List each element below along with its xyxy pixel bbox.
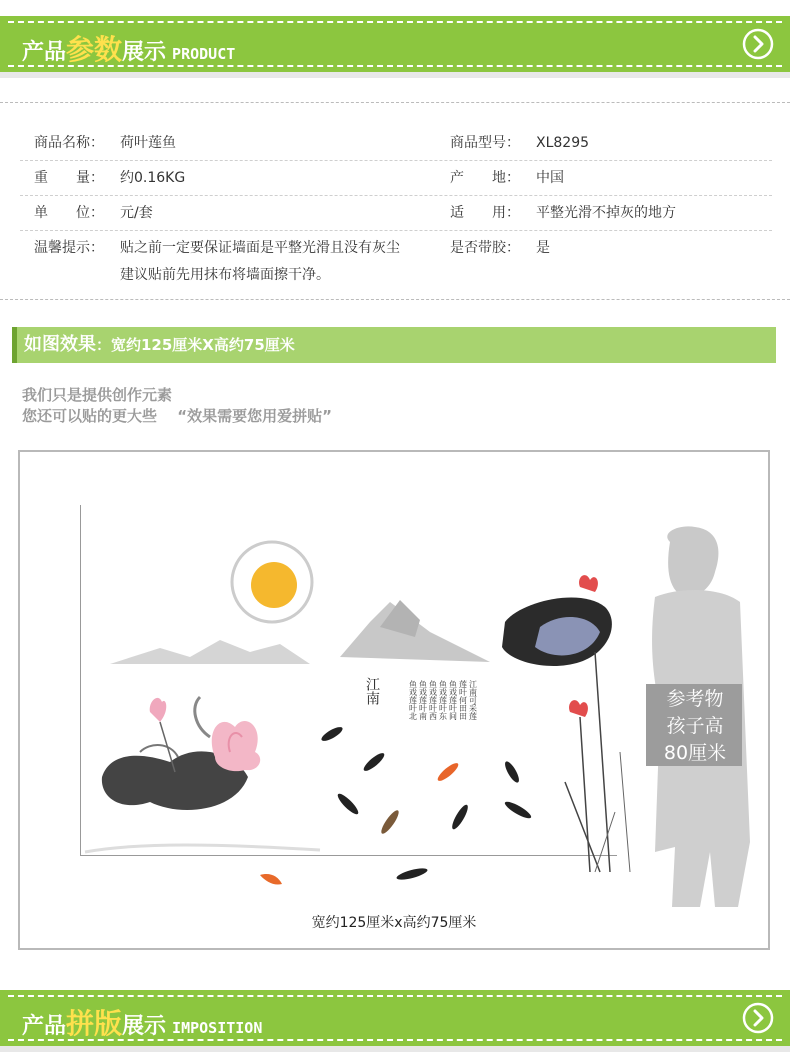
glue-label: 是否带胶： — [450, 240, 520, 256]
sun-icon — [232, 542, 312, 622]
image-caption: 宽约125厘米x高约75厘米 — [311, 915, 477, 931]
warm-tip-line1: 贴之前一定要保证墙面是平整光滑且没有灰尘 — [120, 240, 400, 256]
poem-text — [409, 679, 478, 721]
banner-title-part2: 参数 — [66, 33, 123, 66]
tip-line-2: 您还可以贴的更大些 “效果需要您用爱拼贴” — [22, 407, 332, 425]
banner-title-part1: 产品 — [22, 1014, 67, 1039]
divider-bottom — [0, 299, 790, 300]
chevron-right-icon[interactable] — [742, 1002, 774, 1034]
product-params-banner — [0, 16, 790, 72]
banner-title-part3: 展示 — [122, 40, 167, 65]
reference-line1: 参考物 — [666, 688, 724, 710]
spec-row-3 — [20, 196, 772, 231]
effect-bar-accent — [12, 327, 17, 363]
unit-label: 单 位： — [34, 205, 104, 221]
poem-title: 江南 — [364, 677, 380, 705]
reference-line3: 80厘米 — [663, 742, 727, 764]
origin-value: 中国 — [536, 170, 564, 186]
banner-title-part2: 拼版 — [66, 1007, 123, 1040]
spec-row-4 — [20, 231, 772, 291]
product-effect-image — [18, 450, 770, 950]
weight-label: 重 量： — [34, 170, 104, 186]
right-lotus-illustration — [502, 575, 630, 872]
banner-title-part3: 展示 — [122, 1014, 167, 1039]
weight-value: 约0.16KG — [120, 170, 186, 186]
imposition-banner — [0, 990, 790, 1046]
banner-title-part1: 产品 — [22, 40, 67, 65]
tip-line-1: 我们只是提供创作元素 — [22, 386, 173, 404]
name-value: 荷叶莲鱼 — [120, 135, 176, 151]
effect-label — [24, 327, 295, 363]
spec-row-1 — [20, 126, 772, 161]
origin-label: 产 地： — [450, 170, 520, 186]
effect-title: 如图效果 — [24, 334, 96, 355]
effect-size-bar — [12, 327, 776, 363]
warm-tip-line2: 建议贴前先用抹布将墙面擦干净。 — [120, 267, 330, 283]
use-value: 平整光滑不掉灰的地方 — [536, 205, 676, 221]
use-label: 适 用： — [450, 205, 520, 221]
reference-label — [650, 686, 740, 767]
left-lotus-illustration — [85, 697, 320, 885]
chevron-right-icon[interactable] — [742, 28, 774, 60]
banner-shadow — [0, 72, 790, 78]
model-value: XL8295 — [536, 135, 590, 151]
effect-size: ：宽约125厘米X高约75厘米 — [96, 336, 295, 354]
poem-col-2: 莲叶何田田 — [458, 680, 468, 720]
reference-line2: 孩子高 — [666, 715, 724, 737]
glue-value: 是 — [536, 240, 550, 256]
poem-col-5: 鱼戏莲叶西 — [428, 680, 438, 720]
model-label: 商品型号： — [450, 135, 520, 151]
poem-col-6: 鱼戏莲叶南 — [418, 680, 428, 720]
poem-col-1: 江南可采莲 — [468, 680, 478, 720]
koi-fish-group — [320, 725, 533, 882]
poem-col-7: 鱼戏莲叶北 — [408, 680, 418, 720]
banner-title-english: IMPOSITION — [172, 1019, 263, 1037]
banner-dash-top — [8, 995, 782, 997]
spec-row-2 — [20, 161, 772, 196]
warm-tip-label: 温馨提示： — [34, 240, 104, 256]
banner-shadow — [0, 1046, 790, 1052]
poem-col-4: 鱼戏莲叶东 — [438, 680, 448, 720]
banner-dash-top — [8, 21, 782, 23]
banner-title — [22, 28, 236, 66]
name-label: 商品名称： — [34, 135, 104, 151]
banner-title-english: PRODUCT — [172, 45, 236, 63]
unit-value: 元/套 — [120, 205, 153, 221]
poem-col-3: 鱼戏莲叶间 — [448, 680, 458, 720]
banner-title — [22, 1002, 263, 1040]
divider-top — [0, 102, 790, 103]
